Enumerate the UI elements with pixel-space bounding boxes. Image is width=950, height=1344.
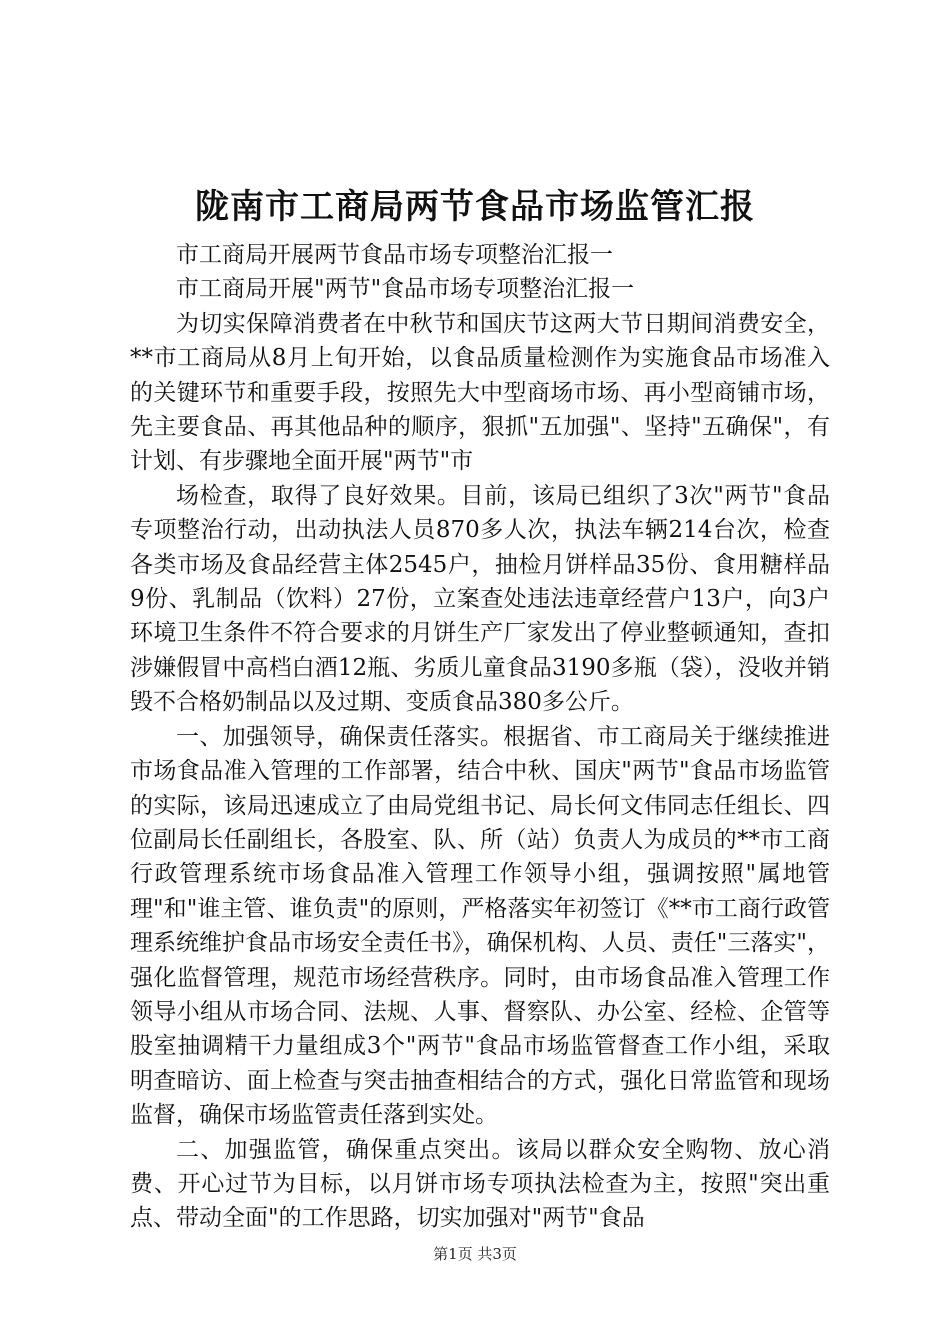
- paragraph-results: 场检查，取得了良好效果。目前，该局已组织了3次"两节"食品专项整治行动，出动执法人员870多人次，执法车辆214台次，检查各类市场及食品经营主体2545户，抽检月饼样品35份、食用糖样品9份、乳制品（饮料）27份，立案查处违法违章经营户13户，向3户环境卫生条件不符合要求的月饼生产厂家发出了停业整顿通知，查扣涉嫌假冒中高档白酒12瓶、劣质儿童食品3190多瓶（袋），没收并销毁不合格奶制品以及过期、变质食品380多公斤。: [130, 482, 830, 716]
- paragraph-subtitle-2: 市工商局开展"两节"食品市场专项整治汇报一: [176, 276, 635, 303]
- paragraph-section-1: 一、加强领导，确保责任落实。根据省、市工商局关于继续推进市场食品准入管理的工作部署，结合中秋、国庆"两节"食品市场监管的实际，该局迅速成立了由局党组书记、局长何文伟同志任组长、四位副局长任副组长，各股室、队、所（站）负责人为成员的**市工商行政管理系统市场食品准入管理工作领导小组，强调按照"属地管理"和"谁主管、谁负责"的原则，严格落实年初签订《**市工商行政管理系统维护食品市场安全责任书》，确保机构、人员、责任"三落实"，强化监督管理，规范市场经营秩序。同时，由市场食品准入管理工作领导小组从市场合同、法规、人事、督察队、办公室、经检、企管等股室抽调精干力量组成3个"两节"食品市场监管督查工作小组，采取明查暗访、面上检查与突击抽查相结合的方式，强化日常监管和现场监督，确保市场监管责任落到实处。: [130, 723, 830, 1129]
- page-footer: 第1页 共3页: [433, 1245, 517, 1263]
- document-body: [130, 238, 830, 1236]
- document-title: 陇南市工商局两节食品市场监管汇报: [195, 187, 755, 227]
- paragraph-intro: 为切实保障消费者在中秋节和国庆节这两大节日期间消费安全，**市工商局从8月上旬开始，以食品质量检测作为实施食品市场准入的关键环节和重要手段，按照先大中型商场市场、再小型商铺市场，先主要食品、再其他品种的顺序，狠抓"五加强"、坚持"五确保"，有计划、有步骤地全面开展"两节"市: [130, 310, 830, 475]
- paragraph-subtitle-1: 市工商局开展两节食品市场专项整治汇报一: [176, 242, 613, 268]
- paragraph-section-2: 二、加强监管，确保重点突出。该局以群众安全购物、放心消费、开心过节为目标，以月饼市场专项执法检查为主，按照"突出重点、带动全面"的工作思路，切实加强对"两节"食品: [130, 1136, 830, 1232]
